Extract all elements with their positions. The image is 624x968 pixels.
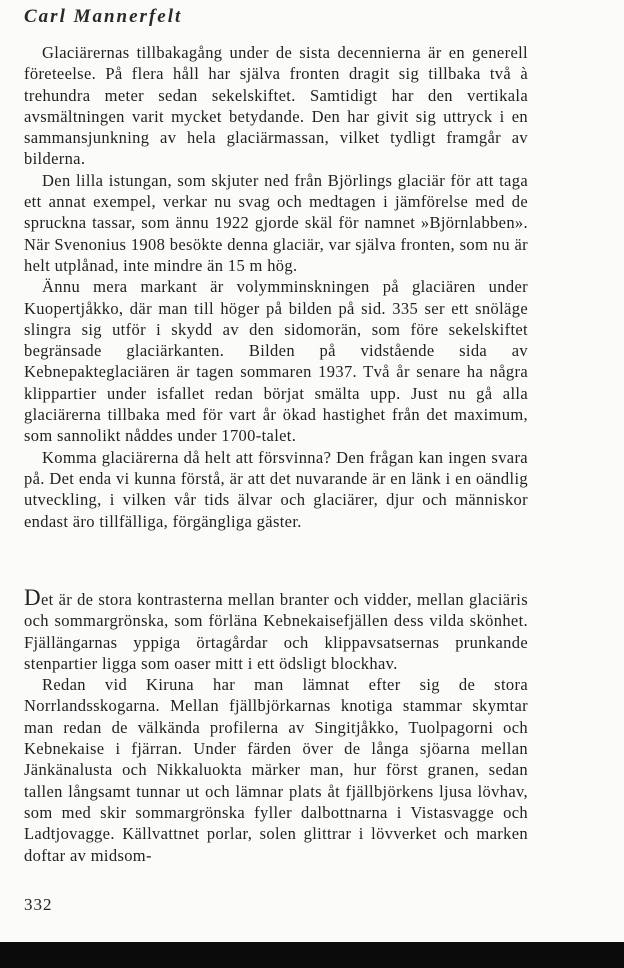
paragraph-opening-text: et är de stora kontrasterna mellan branter och vidder, mellan glaciäris och sommargrönska, som förläna Kebnekaisefjällen dess vilda skönhet. Fjällängarnas yppiga örtagårdar och klippavsatsernas prunkande stenpartier ligga som oaser mitt i ett ödsligt blockhav.: [24, 590, 528, 673]
running-head-author: Carl Mannerfelt: [24, 6, 183, 27]
paragraph: Komma glaciärerna då helt att försvinna? Den frågan kan ingen svara på. Det enda vi kunna förstå, är att det nuvarande är en länk i en oändlig utveckling, i vilken vår tids älvar och glaciärer, djur och människor endast äro tillfälliga, förgängliga gäster.: [24, 447, 528, 531]
text-section-kebnekaise: [24, 585, 528, 866]
page-number: 332: [24, 895, 53, 914]
paragraph: Ännu mera markant är volymminskningen på glaciären under Kuopertjåkko, där man till höger på bilden på sid. 335 ser ett snöläge slingra sig utför i skydd av den sidomorän, som före sekelskiftet begränsade glaciärkanten. Bilden på vidstående sida av Kebnepakteglaciären är tagen sommaren 1937. Två år senare ha några klippartier under isfallet redan börjat smälta upp. Just nu gå alla glaciärerna tillbaka med för vart år ökad hastighet från det maximum, som sannolikt nåddes under 1700-talet.: [24, 277, 528, 446]
scan-edge-band: [0, 942, 624, 968]
paragraph: Redan vid Kiruna har man lämnat efter sig de stora Norrlandsskogarna. Mellan fjällbjörkarnas knotiga stammar skymtar man redan de välkända profilerna av Singitjåkko, Tuolpagorni och Kebnekaise i fjärran. Under färden över de långa sjöarna mellan Jänkänalusta och Nikkaluokta märker man, hur först granen, sedan tallen långsamt tunnar ut och lämnar plats åt fjällbjörkens ljusa lövhav, som med skir sommargrönska fyller dalbottnarna i Vistasvagge och Ladtjovagge. Källvattnet porlar, solen glittrar i lövverket och marken doftar av midsom-: [24, 675, 528, 865]
paragraph-opening: [24, 585, 528, 674]
text-section-glaciers: [24, 42, 528, 532]
paragraph: Den lilla istungan, som skjuter ned från Björlings glaciär för att taga ett annat exempel, verkar nu svag och medtagen i jämförelse med de spruckna tassar, som ännu 1922 gjorde skäl för namnet »Björnlabben». När Svenonius 1908 besökte denna glaciär, var själva fronten, som nu är helt utplånad, inte mindre än 15 m hög.: [24, 170, 528, 275]
paragraph: Glaciärernas tillbakagång under de sista decennierna är en generell företeelse. På flera håll har själva fronten dragit sig tillbaka två à trehundra meter sedan sekelskiftet. Samtidigt har den vertikala avsmältningen varit mycket betydande. Den har givit sig uttryck i en sammansjunkning av hela glaciärmassan, vilket tydligt framgår av bilderna.: [24, 43, 528, 169]
initial-letter: D: [24, 585, 41, 610]
